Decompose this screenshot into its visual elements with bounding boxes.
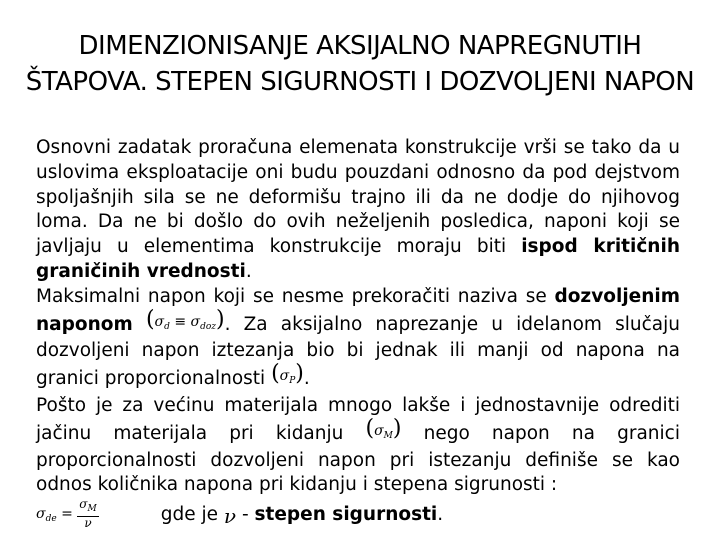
- allowed-stress-text-2: . Za aksijalno naprezanje u idelanom slučaju dozvoljeni napon iztezanja bio bi jednak ili manji od napona na granici proporcionalnosti: [36, 313, 680, 390]
- allowed-stress-end: .: [303, 368, 310, 390]
- breaking-strength-text-2: nego napon na granici proporcionalnosti dozvoljeni napon pri istezanju definiše se kao odnos količnika napona pri kidanju i stepena sigrunosti :: [36, 422, 680, 496]
- critical-values-emphasis: ispod kritičnih graničinih vrednosti: [36, 236, 680, 282]
- formula-sigma: σ: [36, 506, 46, 523]
- formula-paren: ): [295, 361, 304, 387]
- paragraph-breaking-strength: [36, 394, 680, 498]
- formula-sigma: σ: [79, 497, 88, 512]
- formula-sub: d: [164, 321, 170, 332]
- formula-sigma-p: [271, 361, 304, 394]
- paragraph-intro-text: Osnovni zadatak proračuna elemenata konstrukcije vrši se tako da u uslovima eksploatacije oni budu pouzdani odnosno da pod dejstvom spoljašnjih sila se ne deformišu trajno ili da ne dodje do njihovog loma. Da ne bi došlo do ovih neželjenih posledica, naponi koji se javljaju u elementima konstrukcije moraju biti: [36, 137, 680, 258]
- allowed-stress-emphasis: dozvoljenim naponom: [36, 285, 680, 335]
- formula-sub: P: [289, 376, 296, 387]
- formula-sub: M: [383, 430, 393, 441]
- breaking-strength-text-1: Pošto je za većinu materijala mnogo lakše i jednostavnije odrediti jačinu materijala pri kidanju: [36, 394, 680, 444]
- slide-body: [36, 136, 680, 532]
- formula-sigma-de-fraction: [36, 498, 99, 532]
- formula-sigma: σ: [279, 368, 290, 385]
- formula-sub: de: [45, 514, 57, 525]
- fraction-denominator: ν: [84, 516, 92, 531]
- formula-paren: ): [392, 415, 402, 441]
- formula-sub: M: [87, 504, 97, 515]
- formula-sigma: σ: [190, 313, 201, 330]
- formula-equals: =: [61, 506, 73, 523]
- formula-sigma: σ: [374, 422, 384, 439]
- formula-sigma-d-doz: [145, 306, 225, 340]
- safety-factor-dash: -: [236, 504, 255, 526]
- formula-sigma: σ: [154, 313, 165, 330]
- nu-symbol: ν: [223, 504, 237, 529]
- paragraph-safety-factor: [36, 498, 680, 532]
- formula-sub: doz: [200, 321, 216, 332]
- slide-title: DIMENZIONISANJE AKSIJALNO NAPREGNUTIH ŠTAPOVA. STEPEN SIGURNOSTI I DOZVOLJENI NAPON: [25, 31, 695, 97]
- fraction: [77, 498, 98, 530]
- formula-paren: ): [215, 306, 225, 332]
- formula-equiv: ≡: [174, 313, 187, 330]
- formula-paren: (: [271, 361, 280, 387]
- safety-factor-end: .: [437, 504, 444, 526]
- allowed-stress-text-1: Maksimalni napon koji se nesme prekoračiti naziva se: [36, 285, 555, 307]
- paragraph-intro-end: .: [245, 260, 252, 282]
- formula-paren: (: [365, 415, 375, 441]
- formula-paren: (: [145, 306, 155, 332]
- fraction-numerator: [77, 498, 98, 517]
- safety-factor-emphasis: stepen sigurnosti: [254, 504, 438, 526]
- paragraph-intro: [36, 136, 680, 285]
- paragraph-allowed-stress: [36, 285, 680, 394]
- safety-factor-text-1: gde je: [160, 504, 218, 526]
- formula-sigma-m: [365, 415, 402, 449]
